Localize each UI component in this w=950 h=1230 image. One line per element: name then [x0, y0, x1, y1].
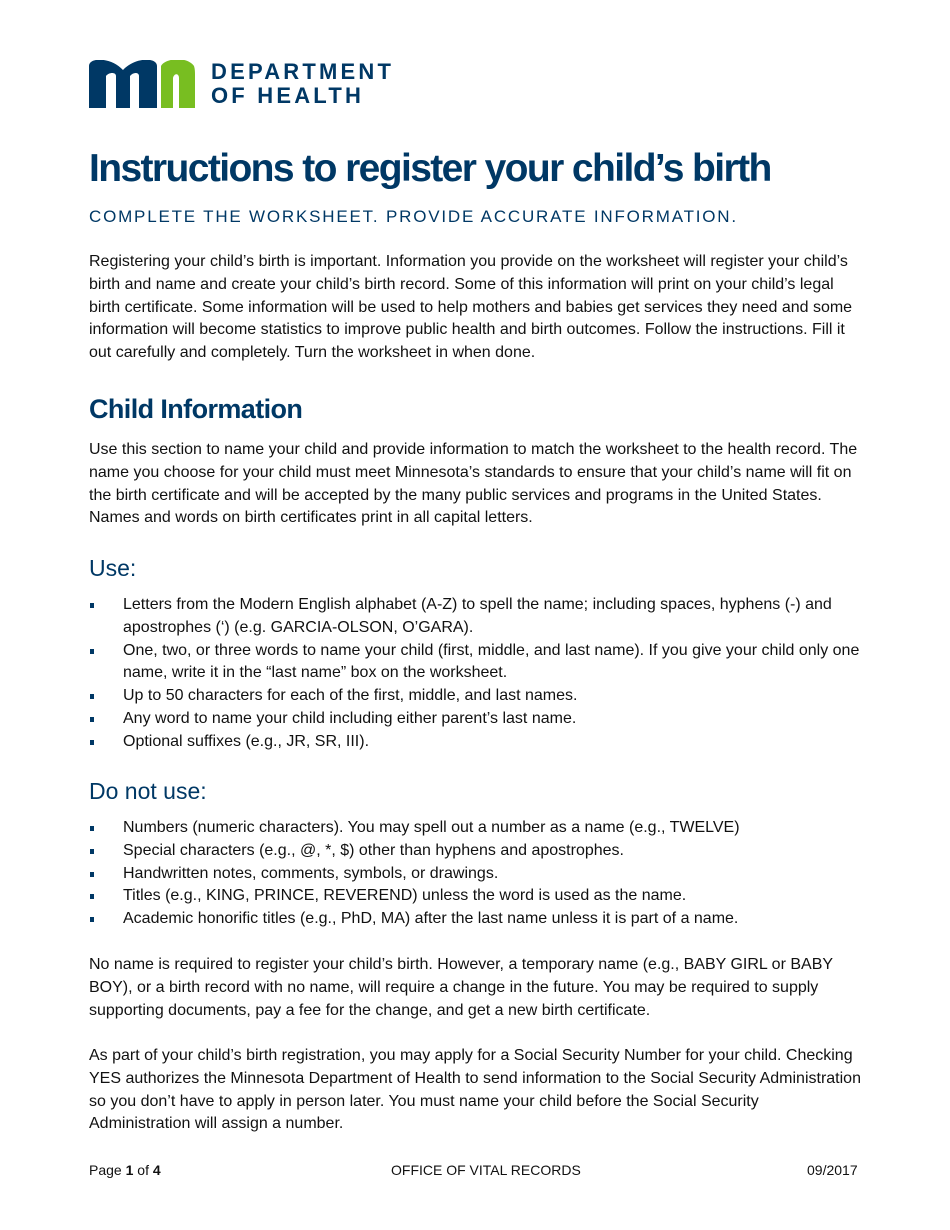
bullet-icon	[90, 649, 94, 654]
mdh-logo	[89, 60, 394, 108]
footer-office: OFFICE OF VITAL RECORDS	[391, 1162, 581, 1178]
logo-wordmark	[211, 60, 394, 108]
no-name-paragraph: No name is required to register your child’s birth. However, a temporary name (e.g., BABY GIRL or BABY BOY), or a birth record with no name, will require a change in the future. You may be required to supply supporting documents, pay a fee for the change, and get a new birth certificate.	[89, 956, 833, 1019]
list-item-text: Titles (e.g., KING, PRINCE, REVEREND) unless the word is used as the name.	[123, 887, 687, 905]
list-item	[89, 731, 864, 754]
bullet-icon	[90, 894, 94, 899]
page-total: 4	[152, 1162, 161, 1178]
page-subtitle: COMPLETE THE WORKSHEET. PROVIDE ACCURATE INFORMATION.	[89, 207, 738, 226]
bullet-icon	[90, 917, 94, 922]
list-item	[89, 885, 864, 908]
list-item-text: Special characters (e.g., @, *, $) other than hyphens and apostrophes.	[123, 841, 624, 859]
logo-line-2: OF HEALTH	[211, 83, 365, 108]
list-item	[89, 840, 864, 863]
list-item	[89, 817, 864, 840]
bullet-icon	[90, 740, 94, 745]
bullet-icon	[90, 849, 94, 854]
list-item-text: Up to 50 characters for each of the first, middle, and last names.	[123, 687, 578, 705]
page-current: 1	[125, 1162, 134, 1178]
list-item	[89, 594, 864, 640]
do-not-use-list	[89, 817, 864, 931]
bullet-icon	[90, 717, 94, 722]
list-item-text: One, two, or three words to name your child (first, middle, and last name). If you give your child only one name, write it in the “last name” box on the worksheet.	[123, 641, 860, 682]
child-information-heading: Child Information	[89, 394, 303, 424]
mn-logo-icon	[89, 60, 195, 108]
list-item-text: Handwritten notes, comments, symbols, or drawings.	[123, 864, 499, 882]
list-item-text: Letters from the Modern English alphabet (A-Z) to spell the name; including spaces, hyphens (-) and apostrophes (‘) (e.g. GARCIA-OLSON, O’GARA).	[123, 596, 832, 636]
bullet-icon	[90, 694, 94, 699]
use-heading: Use:	[89, 555, 137, 581]
list-item	[89, 708, 864, 731]
list-item-text: Academic honorific titles (e.g., PhD, MA) after the last name unless it is part of a name.	[123, 910, 739, 928]
footer-date: 09/2017	[807, 1162, 858, 1178]
list-item-text: Any word to name your child including either parent’s last name.	[123, 709, 577, 727]
bullet-icon	[90, 603, 94, 608]
do-not-use-heading: Do not use:	[89, 778, 207, 804]
child-information-paragraph: Use this section to name your child and provide information to match the worksheet to the health record. The name you choose for your child must meet Minnesota’s standards to ensure that your child’s name will fit on the birth certificate and will be accepted by the many public services and programs in the United States. Names and words on birth certificates print in all capital letters.	[89, 441, 858, 527]
page-number	[89, 1162, 161, 1178]
logo-line-1: DEPARTMENT	[211, 59, 395, 84]
bullet-icon	[90, 826, 94, 831]
page-of: of	[137, 1162, 149, 1178]
list-item	[89, 640, 864, 686]
list-item-text: Numbers (numeric characters). You may spell out a number as a name (e.g., TWELVE)	[123, 819, 740, 836]
bullet-icon	[90, 872, 94, 877]
ssn-paragraph: As part of your child’s birth registration, you may apply for a Social Security Number for your child. Checking YES authorizes the Minnesota Department of Health to send information to the Social Security Administration so you don’t have to apply in person later. You must name your child before the Social Security Administration will assign a number.	[89, 1047, 861, 1133]
intro-paragraph: Registering your child’s birth is important. Information you provide on the worksheet will register your child’s birth and name and create your child’s birth record. Some of this information will print on your child’s legal birth certificate. Some information will be used to help mothers and babies get services they need and some information will become statistics to improve public health and birth outcomes. Follow the instructions. Fill it out carefully and completely. Turn the worksheet in when done.	[89, 253, 853, 362]
list-item-text: Optional suffixes (e.g., JR, SR, III).	[123, 732, 370, 750]
list-item	[89, 908, 864, 931]
list-item	[89, 685, 864, 708]
list-item	[89, 863, 864, 886]
page-label: Page	[89, 1162, 122, 1178]
page-title: Instructions to register your child’s birth	[89, 147, 771, 190]
use-list	[89, 594, 864, 754]
